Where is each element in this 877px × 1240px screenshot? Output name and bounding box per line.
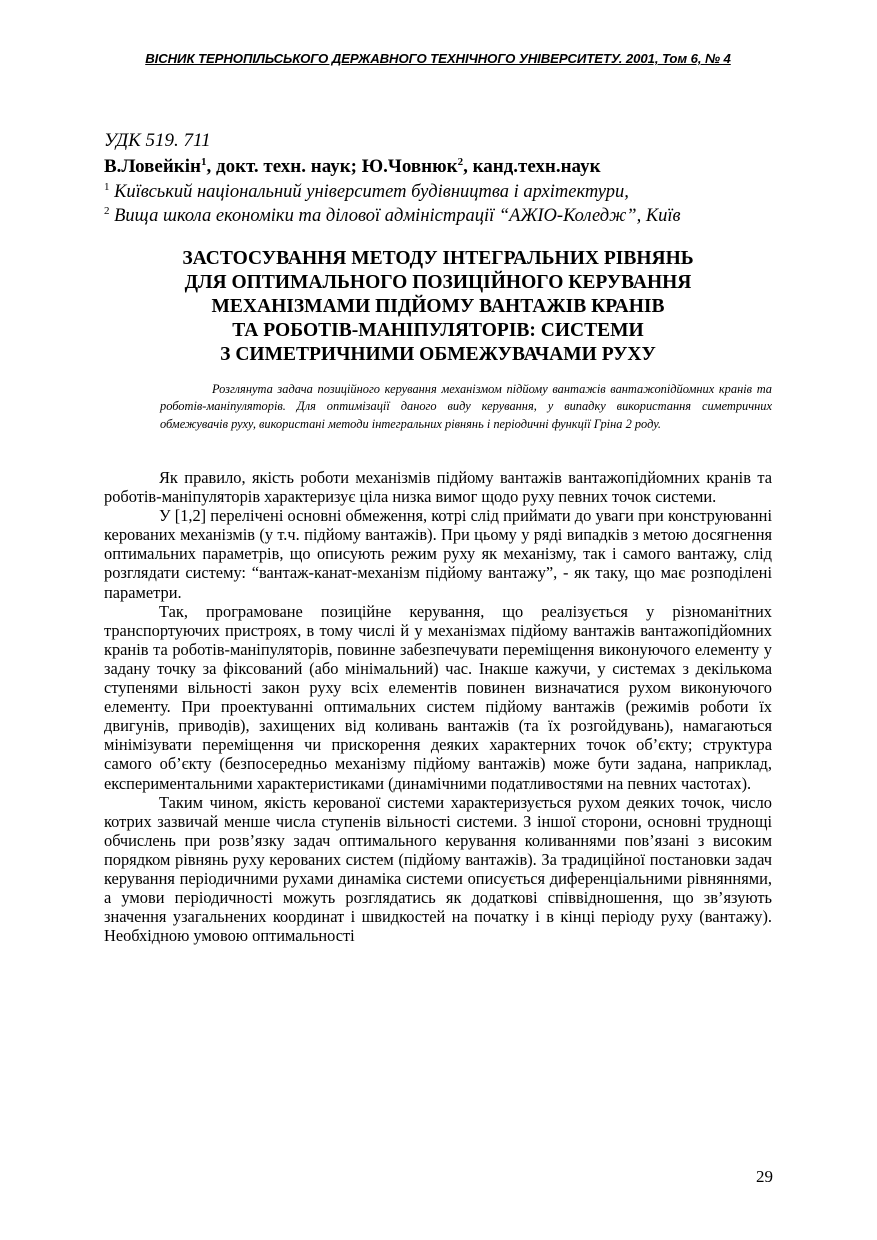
paragraph: Як правило, якість роботи механізмів підйому вантажів вантажопідйомних кранів та роботів-маніпуляторів характеризує ціла низка вимог щодо руху певних точок системи.	[104, 468, 772, 507]
abstract: Розглянута задача позиційного керування механізмом підйому вантажів вантажопідйомних кранів та роботів-маніпуляторів. Для оптимізації даного виду керування, у випадку використання симетричних обмежувачів руху, використані методи інтегральних рівнянь і періодичні функції Гріна 2 роду.	[160, 382, 772, 431]
title-line: ДЛЯ ОПТИМАЛЬНОГО ПОЗИЦІЙНОГО КЕРУВАННЯ	[184, 272, 692, 293]
title-line: З СИМЕТРИЧНИМИ ОБМЕЖУВАЧАМИ РУХУ	[220, 344, 656, 365]
affiliation-1-text: Київський національний університет будівництва і архітектури,	[109, 182, 629, 202]
page-number: 29	[756, 1167, 773, 1186]
affiliation-1-mark: 1	[104, 181, 110, 193]
author-1-degree: , докт. техн. наук;	[206, 156, 362, 177]
body-text	[104, 468, 772, 945]
authors-line	[104, 156, 601, 178]
journal-header: ВІСНИК ТЕРНОПІЛЬСЬКОГО ДЕРЖАВНОГО ТЕХНІЧНОГО УНІВЕРСИТЕТУ. 2001, Том 6, № 4	[145, 51, 731, 66]
udc-code: УДК 519. 711	[104, 130, 211, 151]
paragraph: У [1,2] перелічені основні обмеження, котрі слід приймати до уваги при конструюванні керованих механізмів (у т.ч. підйому вантажів). При цьому у ряді випадків з метою досягнення оптимальних параметрів, що описують режим руху як механізму, так і самого вантажу, слід розглядати систему: “вантаж-канат-механізм підйому вантажу”, - як таку, що має розподілені параметри.	[104, 506, 772, 602]
paragraph: Так, програмоване позиційне керування, що реалізується у різноманітних транспортуючих пристроях, в тому числі й у механізмах підйому вантажів вантажопідйомних кранів та роботів-маніпуляторів, повинне забезпечувати переміщення виконуючого елементу у задану точку за фіксований (або мінімальний) час. Інакше кажучи, у системах з декількома ступенями вільності закон руху всіх елементів повинен визначатися рухом виконуючого елементу. При проектуванні оптимальних систем підйому вантажів (режимів роботи їх двигунів, приводів), захищених від коливань вантажів (та їх розгойдувань), намагаються мінімізувати переміщення чи прискорення деяких характерних точок об’єкту; структура самого об’єкту (безпосередньо механізму підйому вантажів) може бути задана, наприклад, експериментальними характеристиками (динамічними податливостями на певних частотах).	[104, 601, 772, 793]
title-line: МЕХАНІЗМАМИ ПІДЙОМУ ВАНТАЖІВ КРАНІВ	[211, 296, 665, 317]
author-2-name: Ю.Човнюк	[361, 156, 458, 177]
affiliation-2-text: Вища школа економіки та ділової адміністрації “АЖІО-Коледж”, Київ	[109, 206, 681, 226]
author-2-degree: , канд.техн.наук	[463, 156, 601, 177]
paragraph: Таким чином, якість керованої системи характеризується рухом деяких точок, число котрих зазвичай менше числа ступенів вільності системи. З іншої сторони, основні труднощі обчислень при розв’язку задач оптимального керування коливаннями пов’язані з високим порядком рівнянь руху керованих систем (підйому вантажів). За традиційної постановки задач керування періодичними рухами динаміка системи описується диференціальними рівняннями, а умови періодичності можуть розглядатись як додаткові співвідношення, що зв’язують значення узагальнених координат і швидкостей на початку і в кінці періоду руху (вантажу). Необхідною умовою оптимальності	[104, 792, 772, 946]
affiliation-2-mark: 2	[104, 205, 110, 217]
author-1-mark: 1	[200, 156, 207, 168]
affiliation-1	[104, 181, 629, 203]
paper-title	[104, 247, 772, 367]
author-2-mark: 2	[457, 156, 464, 168]
title-line: ЗАСТОСУВАННЯ МЕТОДУ ІНТЕГРАЛЬНИХ РІВНЯНЬ	[182, 248, 694, 269]
author-1-name: В.Ловейкін	[104, 156, 201, 177]
title-line: ТА РОБОТІВ-МАНІПУЛЯТОРІВ: СИСТЕМИ	[232, 320, 644, 341]
affiliation-2	[104, 205, 681, 227]
